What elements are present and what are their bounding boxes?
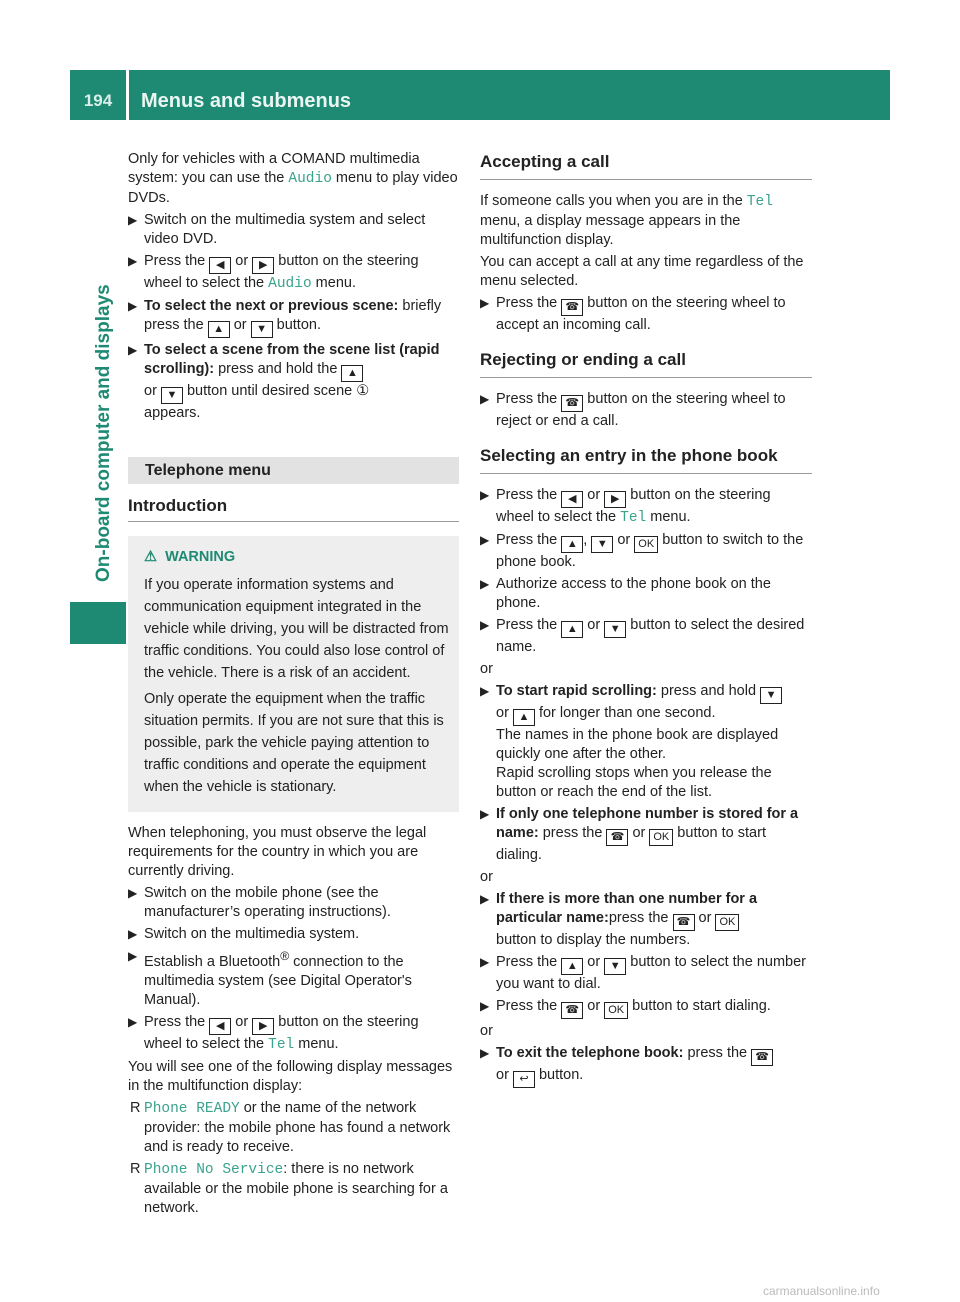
warning-text: Only operate the equipment when the traffic situation permits. If you are not sure that this is possible, park the vehicle paying attention to traffic conditions and operate the equipment when the vehicle is stationary.: [144, 691, 444, 795]
right-arrow-key-icon: ▶: [252, 1018, 274, 1035]
phone-accept-key-icon: ☎: [561, 299, 583, 316]
right-column: [480, 150, 812, 1091]
warning-title: ⚠ WARNING: [144, 549, 236, 565]
step-item: ▶ Press the ◀ or ▶ button on the steering wheel to select the Audio menu.: [128, 253, 419, 292]
step-item: ▶ Press the ▲ or ▼ button to select the desired name.: [480, 617, 805, 655]
list-item: R Phone READY or the name of the network provider: the mobile phone has found a network and is ready to receive.: [130, 1099, 451, 1155]
phone-accept-key-icon: ☎: [561, 1002, 583, 1019]
footer-watermark: carmanualsonline.info: [763, 1284, 880, 1298]
step-item: ▶ Press the ◀ or ▶ button on the steering wheel to select the Tel menu.: [480, 487, 771, 526]
down-arrow-key-icon: ▼: [760, 687, 782, 704]
up-arrow-key-icon: ▲: [341, 365, 363, 382]
subheading-introduction: Introduction: [128, 496, 459, 522]
left-column: [128, 150, 459, 1221]
dvd-intro: Only for vehicles with a COMAND multimedia system: you can use the Audio menu to play video DVDs.: [128, 151, 458, 206]
step-item: ▶ To start rapid scrolling: press and hold ▼ or ▲ for longer than one second. The names in the phone book are displayed quickly one after the other. Rapid scrolling stops when you release the button or reach the end of the list.: [480, 682, 812, 802]
left-arrow-key-icon: ◀: [209, 1018, 231, 1035]
up-arrow-key-icon: ▲: [561, 536, 583, 553]
page-number: 194: [83, 91, 113, 110]
phone-accept-key-icon: ☎: [673, 914, 695, 931]
messages-intro: You will see one of the following display messages in the multifunction display:: [128, 1058, 453, 1094]
ok-key-icon: OK: [604, 1002, 628, 1019]
phone-accept-key-icon: ☎: [606, 829, 628, 846]
step-item: ▶ Press the ▲ or ▼ button to select the number you want to dial.: [480, 954, 806, 992]
step-item: ▶ To select a scene from the scene list (rapid scrolling): press and hold the ▲ or ▼ button until desired scene ① appears.: [128, 342, 440, 421]
back-key-icon: ↩: [513, 1071, 535, 1088]
legal-note: When telephoning, you must observe the legal requirements for the country in which you are currently driving.: [128, 825, 427, 879]
step-item: ▶ Switch on the multimedia system and select video DVD.: [128, 212, 426, 247]
step-item: ▶ Establish a Bluetooth® connection to the multimedia system (see Digital Operator's Manual).: [128, 949, 412, 1008]
accept-text: If someone calls you when you are in the Tel menu, a display message appears in the multifunction display.: [480, 193, 773, 248]
down-arrow-key-icon: ▼: [591, 536, 613, 553]
step-item: ▶ Authorize access to the phone book on the phone.: [480, 576, 771, 611]
or-separator: or: [480, 869, 493, 885]
sidebar-chapter-marker: [70, 602, 126, 644]
header-divider: [126, 70, 129, 120]
sidebar-chapter-title: On-board computer and displays: [93, 284, 114, 582]
step-item: ▶ To select the next or previous scene: briefly press the ▲ or ▼ button.: [128, 297, 459, 338]
or-separator: or: [480, 1023, 493, 1039]
left-arrow-key-icon: ◀: [209, 257, 231, 274]
warning-text: If you operate information systems and communication equipment integrated in the vehicle while driving, you will be distracted from traffic conditions. You could also lose control of the vehicle. There is a risk of an accident.: [144, 577, 449, 681]
down-arrow-key-icon: ▼: [161, 387, 183, 404]
phone-end-key-icon: ☎: [561, 395, 583, 412]
step-item: ▶ Press the ◀ or ▶ button on the steering wheel to select the Tel menu.: [128, 1013, 419, 1053]
heading-selecting-entry: Selecting an entry in the phone book: [480, 446, 812, 474]
warning-box: [128, 536, 459, 812]
accept-text: You can accept a call at any time regardless of the menu selected.: [480, 254, 804, 289]
down-arrow-key-icon: ▼: [251, 321, 273, 338]
step-item: ▶ Switch on the mobile phone (see the manufacturer’s operating instructions).: [128, 885, 391, 920]
list-item: R Phone No Service: there is no network available or the mobile phone is searching for a network.: [130, 1160, 448, 1216]
step-item: ▶ If there is more than one number for a particular name:press the ☎ or OK button to display the numbers.: [480, 891, 758, 948]
step-item: ▶ Press the ▲ , ▼ or OK button to switch to the phone book.: [480, 532, 804, 570]
ok-key-icon: OK: [715, 914, 739, 931]
up-arrow-key-icon: ▲: [513, 709, 535, 726]
or-separator: or: [480, 661, 493, 677]
step-item: ▶ If only one telephone number is stored for a name: press the ☎ or OK button to start dialing.: [480, 806, 799, 863]
heading-rejecting-call: Rejecting or ending a call: [480, 350, 812, 378]
phone-end-key-icon: ☎: [751, 1049, 773, 1066]
page-title: Menus and submenus: [141, 90, 352, 112]
right-arrow-key-icon: ▶: [252, 257, 274, 274]
down-arrow-key-icon: ▼: [604, 621, 626, 638]
up-arrow-key-icon: ▲: [561, 958, 583, 975]
step-item: ▶ Switch on the multimedia system.: [128, 926, 360, 942]
step-item: ▶ Press the ☎ or OK button to start dialing.: [480, 997, 812, 1019]
down-arrow-key-icon: ▼: [604, 958, 626, 975]
step-item: ▶ Press the ☎ button on the steering wheel to accept an incoming call.: [480, 295, 786, 333]
section-title-telephone-menu: Telephone menu: [128, 457, 459, 484]
left-arrow-key-icon: ◀: [561, 491, 583, 508]
scene-marker-icon: ①: [356, 383, 370, 399]
ok-key-icon: OK: [649, 829, 673, 846]
heading-accepting-call: Accepting a call: [480, 152, 812, 180]
warning-triangle-icon: ⚠: [144, 549, 157, 565]
step-item: ▶ Press the ☎ button on the steering wheel to reject or end a call.: [480, 391, 786, 429]
up-arrow-key-icon: ▲: [208, 321, 230, 338]
ok-key-icon: OK: [634, 536, 658, 553]
right-arrow-key-icon: ▶: [604, 491, 626, 508]
up-arrow-key-icon: ▲: [561, 621, 583, 638]
step-item: ▶ To exit the telephone book: press the ☎ or ↩ button.: [480, 1044, 812, 1088]
